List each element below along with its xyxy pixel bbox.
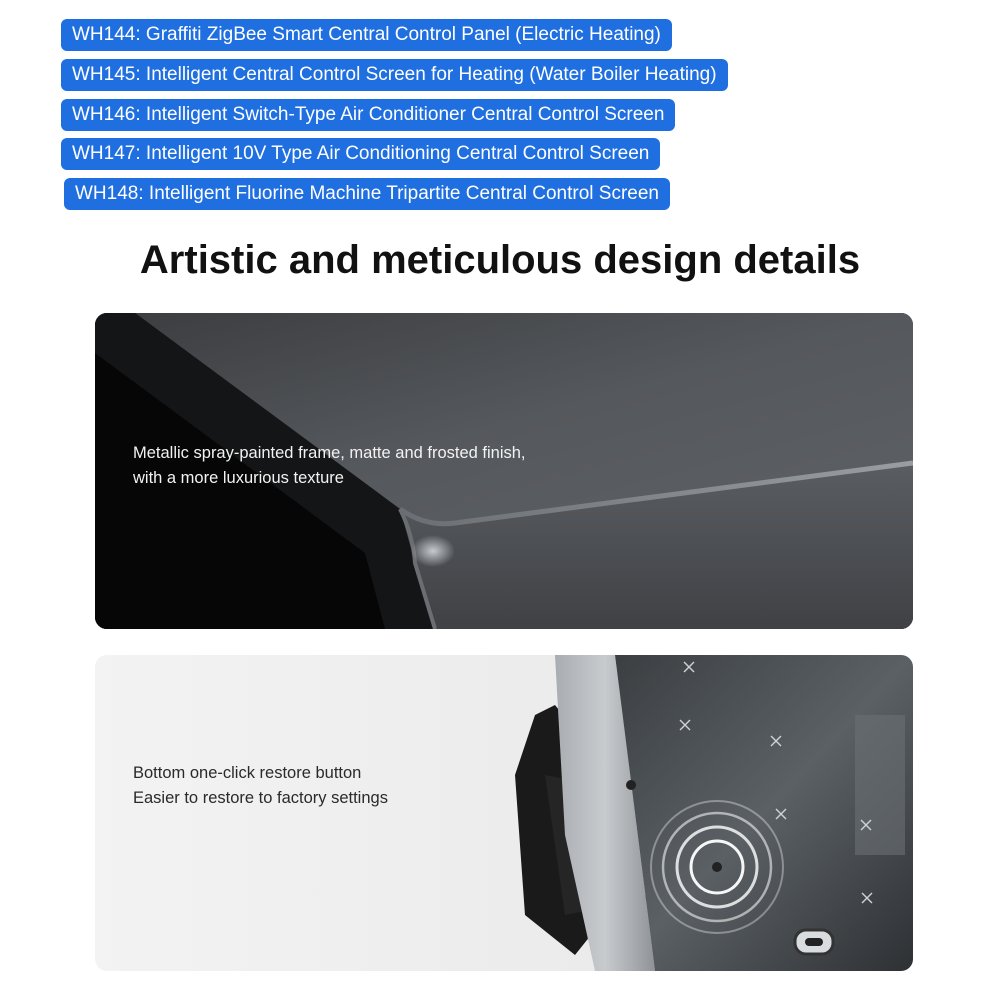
section-headline: Artistic and meticulous design details bbox=[139, 238, 861, 282]
model-tag-wh145: WH145: Intelligent Central Control Screen for Heating (Water Boiler Heating) bbox=[61, 59, 728, 91]
frame-caption-line2: with a more luxurious texture bbox=[133, 469, 344, 487]
model-tag-wh146: WH146: Intelligent Switch-Type Air Conditioner Central Control Screen bbox=[61, 99, 675, 131]
frame-finish-panel bbox=[95, 313, 913, 629]
model-tag-wh144: WH144: Graffiti ZigBee Smart Central Control Panel (Electric Heating) bbox=[61, 19, 672, 51]
reset-button-panel bbox=[95, 655, 913, 971]
frame-caption-line1: Metallic spray-painted frame, matte and frosted finish, bbox=[133, 444, 526, 462]
device-side-illustration bbox=[95, 655, 913, 971]
reset-caption-line2: Easier to restore to factory settings bbox=[133, 789, 388, 807]
model-tag-wh147: WH147: Intelligent 10V Type Air Conditioning Central Control Screen bbox=[61, 138, 660, 170]
model-tag-wh148: WH148: Intelligent Fluorine Machine Tripartite Central Control Screen bbox=[64, 178, 670, 210]
reset-caption bbox=[133, 761, 388, 811]
reset-caption-line1: Bottom one-click restore button bbox=[133, 764, 362, 782]
frame-caption bbox=[133, 441, 526, 491]
